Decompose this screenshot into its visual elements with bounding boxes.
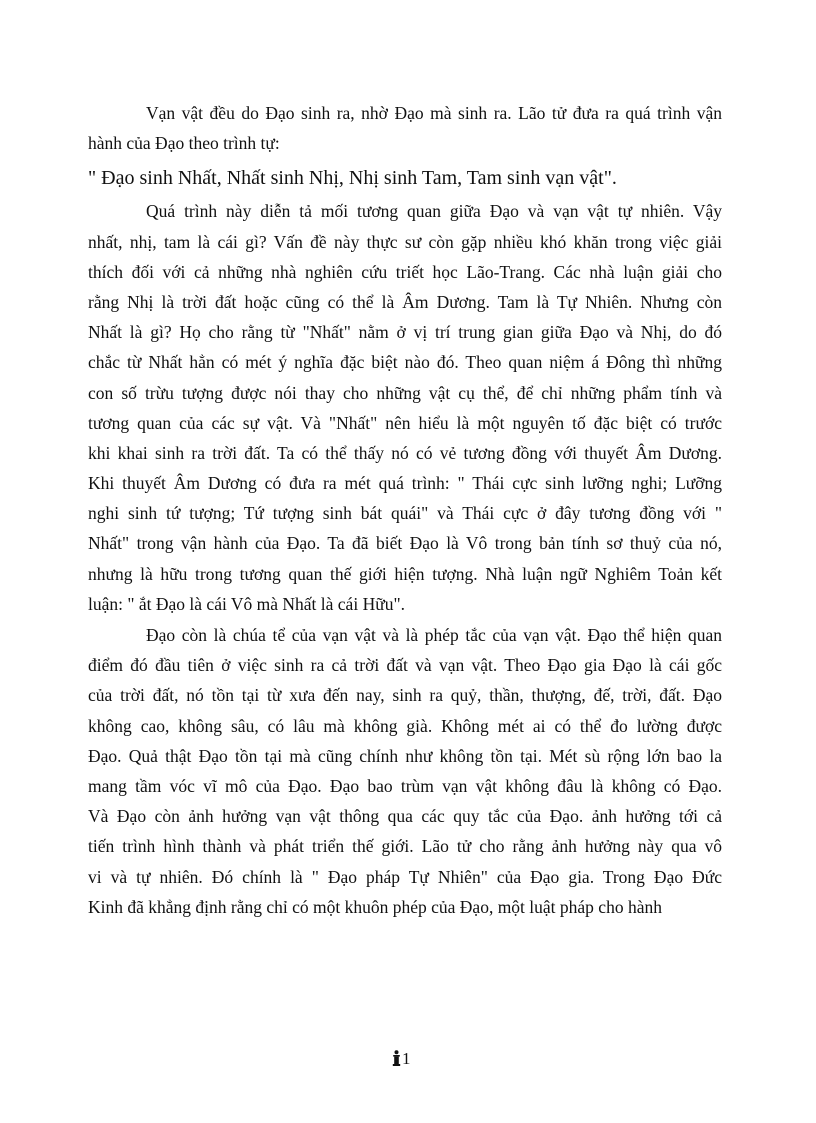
paragraph-3-line: tiến trình hình thành và phát triển thế giới. Lão tử cho rằng ảnh hưởng này qua vô	[88, 836, 722, 857]
paragraph-2-line: chắc từ Nhất hẳn có mét ý nghĩa đặc biệt nào đó. Theo quan niệm á Đông thì những	[88, 352, 722, 373]
page-number: 1	[402, 1049, 411, 1068]
paragraph-1-line: hành của Đạo theo trình tự:	[88, 133, 280, 154]
paragraph-2-line: tương quan của các sự vật. Và "Nhất" nên hiểu là một nguyên tố đặc biệt có trước	[88, 412, 722, 433]
paragraph-2-line: nhưng là hữu trong tương quan thế giới hiện tượng. Nhà luận ngữ Nghiêm Toản kết	[88, 563, 722, 584]
quote-line: " Đạo sinh Nhất, Nhất sinh Nhị, Nhị sinh Tam, Tam sinh vạn vật".	[88, 167, 617, 190]
paragraph-2-line: nhất, nhị, tam là cái gì? Vấn đề này thực sư còn gặp nhiều khó khăn trong việc giải	[88, 231, 722, 252]
paragraph-3-line: mang tầm vóc vĩ mô của Đạo. Đạo bao trùm vạn vật không đâu là không có Đạo.	[88, 775, 722, 796]
paragraph-3-line: vi và tự nhiên. Đó chính là " Đạo pháp Tự Nhiên" của Đạo gia. Trong Đạo Đức	[88, 866, 722, 887]
paragraph-2-line: Nhất" trong vận hành của Đạo. Ta đã biết Đạo là Vô trong bản tính sơ thuỷ của nó,	[88, 533, 722, 554]
figure-mark-icon	[392, 1050, 401, 1068]
paragraph-2-line: con số trừu tượng được nói thay cho những vật cụ thể, để chỉ những phẩm tính và	[88, 382, 722, 403]
paragraph-1-line: Vạn vật đều do Đạo sinh ra, nhờ Đạo mà sinh ra. Lão tử đưa ra quá trình vận	[146, 103, 722, 123]
paragraph-2-line: khi khai sinh ra trời đất. Ta có thể thấy nó có vẻ tương đồng với thuyết Âm Dương.	[88, 442, 722, 463]
paragraph-3-line: không cao, không sâu, có lâu mà không già. Không mét ai có thể đo lường được	[88, 715, 722, 736]
paragraph-3-line: Và Đạo còn ảnh hưởng vạn vật thông qua các quy tắc của Đạo. ảnh hưởng tới cả	[88, 806, 722, 827]
paragraph-2-line: luận: " ắt Đạo là cái Vô mà Nhất là cái Hữu".	[88, 593, 405, 614]
paragraph-2-line: Khi thuyết Âm Dương có đưa ra mét quá trình: " Thái cực sinh lưỡng nghi; Lưỡng	[88, 473, 722, 494]
paragraph-2-line: rằng Nhị là trời đất hoặc cũng có thể là Âm Dương. Tam là Tự Nhiên. Nhưng còn	[88, 291, 722, 312]
paragraph-3-line: Đạo còn là chúa tể của vạn vật và là phép tắc của vạn vật. Đạo thể hiện quan	[146, 625, 722, 645]
body-text	[88, 98, 722, 922]
paragraph-3-line: Kinh đã khẳng định rằng chỉ có một khuôn phép của Đạo, một luật pháp cho hành	[88, 896, 662, 917]
paragraph-2-line: Quá trình này diễn tả mối tương quan giữa Đạo và vạn vật tự nhiên. Vậy	[146, 201, 722, 222]
paragraph-2-line: Nhất là gì? Họ cho rằng từ "Nhất" nằm ở vị trí trung gian giữa Đạo và Nhị, do đó	[88, 322, 722, 343]
paragraph-3-line: của trời đất, nó tồn tại từ xưa đến nay, sinh ra quỷ, thần, thượng, đế, trời, đất. Đạo	[88, 685, 722, 706]
paragraph-3-line: Đạo. Quả thật Đạo tồn tại mà cũng chính như không tồn tại. Mét sù rộng lớn bao la	[88, 745, 722, 766]
paragraph-2-line: nghi sinh tứ tượng; Tứ tượng sinh bát quái" và Thái cực ở đây tương đồng với "	[88, 503, 722, 524]
paragraph-2-line: thích đối với cả những nhà nghiên cứu triết học Lão-Trang. Các nhà luận giải cho	[88, 261, 722, 282]
page-footer	[392, 1049, 411, 1069]
paragraph-3-line: điểm đó đầu tiên ở việc sinh ra cả trời đất và vạn vật. Theo Đạo gia Đạo là cái gốc	[88, 655, 722, 676]
